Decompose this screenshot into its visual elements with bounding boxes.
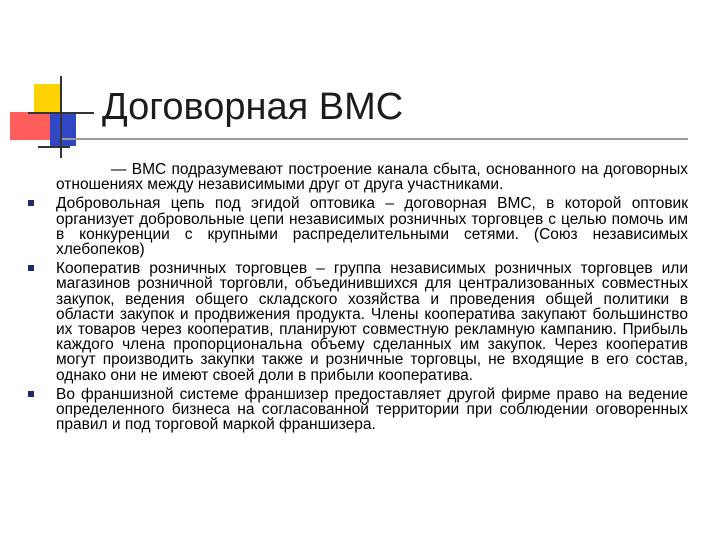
bullet-item xyxy=(48,196,688,257)
logo-blue-square xyxy=(50,114,76,146)
slide-title: Договорная ВМС xyxy=(102,86,404,128)
logo-horizontal-line-lower xyxy=(38,146,70,148)
bullet-item xyxy=(48,387,688,433)
bullet-text: Во франшизной системе франшизер предоставляет другой фирме право на ведение определенного бизнеса на согласованной территории при соблюдении оговоренных правил и под торговой маркой франшизера. xyxy=(56,385,688,434)
title-underline xyxy=(62,138,688,140)
intro-paragraph: — ВМС подразумевают построение канала сбыта, основанного на договорных отношениях между независимыми друг от друга участниками. xyxy=(56,161,688,194)
square-bullet-icon xyxy=(28,265,34,271)
logo-yellow-square xyxy=(34,84,60,114)
square-bullet-icon xyxy=(28,391,34,397)
slide-body xyxy=(48,162,688,436)
square-bullet-icon xyxy=(28,200,34,206)
bullet-item xyxy=(48,261,688,383)
bullet-text: Добровольная цепь под эгидой оптовика – договорная ВМС, в которой оптовик организует добровольные цепи независимых розничных торговцев с целью помочь им в конкуренции с крупными распределительными сетями. (Союз независимых хлебопеков) xyxy=(56,195,688,259)
bullet-text: Кооператив розничных торговцев – группа независимых розничных торговцев или магазинов розничной торговли, объединившихся для централизованных совместных закупок, ведения общего складского хозяйства и проведения общей политики в области закупок и продвижения продукта. Члены кооператива закупают большинство их товаров через кооператив, планируют совместную рекламную кампанию. Прибыль каждого члена пропорциональна объему сделанных им закупок. Через кооператив могут производить закупки также и розничные торговцы, не входящие в его состав, однако они не имеют своей доли в прибыли кооператива. xyxy=(56,260,688,384)
logo-horizontal-line xyxy=(28,112,94,114)
